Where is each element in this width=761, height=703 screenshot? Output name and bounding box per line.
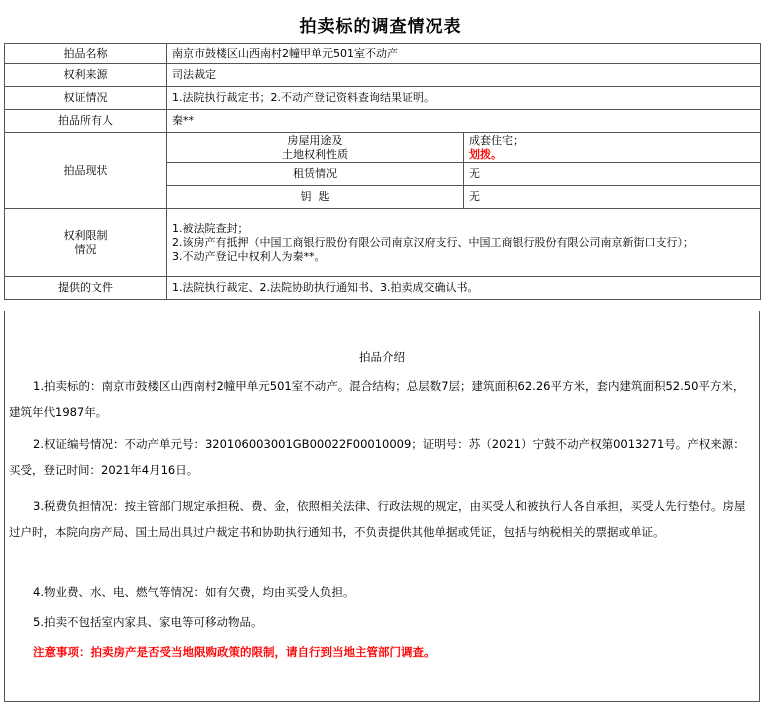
item-name-value: 南京市鼓楼区山西南村2幢甲单元501室不动产 — [167, 44, 761, 64]
keys-label: 钥 匙 — [167, 186, 464, 209]
intro-section — [4, 311, 760, 702]
documents-value: 1.法院执行裁定、2.法院协助执行通知书、3.拍卖成交确认书。 — [167, 277, 761, 300]
documents-label: 提供的文件 — [5, 277, 167, 300]
usage-value — [464, 133, 761, 163]
intro-paragraph-2: 2.权证编号情况：不动产单元号：320106003001GB00022F00010009；证明号：苏（2021）宁鼓不动产权第0013271号。产权来源：买受，登记时间：2021年4月16日。 — [9, 437, 745, 477]
owner-value: 秦** — [167, 110, 761, 133]
title-status-label: 权证情况 — [5, 87, 167, 110]
intro-heading: 拍品介绍 — [359, 350, 405, 364]
table-row — [5, 133, 761, 163]
rights-source-label: 权利来源 — [5, 64, 167, 87]
restriction-label-line2: 情况 — [74, 242, 97, 256]
table-row — [5, 87, 761, 110]
title-status-value: 1.法院执行裁定书；2.不动产登记资料查询结果证明。 — [167, 87, 761, 110]
table-row — [5, 44, 761, 64]
restriction-value — [167, 209, 761, 277]
owner-label: 拍品所有人 — [5, 110, 167, 133]
usage-value-line1: 成套住宅； — [469, 133, 524, 147]
table-row — [5, 64, 761, 87]
restriction-line3: 3.不动产登记中权利人为秦**。 — [172, 249, 326, 263]
usage-value-line2: 划拨。 — [469, 147, 502, 161]
survey-table — [4, 43, 761, 300]
restriction-label — [5, 209, 167, 277]
rights-source-value: 司法裁定 — [167, 64, 761, 87]
item-name-label: 拍品名称 — [5, 44, 167, 64]
keys-value: 无 — [464, 186, 761, 209]
usage-label — [167, 133, 464, 163]
intro-paragraph-1: 1.拍卖标的：南京市鼓楼区山西南村2幢甲单元501室不动产。混合结构；总层数7层；建筑面积62.26平方米，套内建筑面积52.50平方米，建筑年代1987年。 — [9, 379, 745, 419]
status-label: 拍品现状 — [5, 133, 167, 209]
usage-label-line1: 房屋用途及 — [287, 133, 343, 147]
usage-label-line2: 土地权利性质 — [282, 147, 348, 161]
intro-paragraph-5: 5.拍卖不包括室内家具、家电等可移动物品。 — [33, 615, 263, 629]
table-row — [5, 277, 761, 300]
restriction-label-line1: 权利限制 — [63, 228, 108, 242]
restriction-line2: 2.该房产有抵押（中国工商银行股份有限公司南京汉府支行、中国工商银行股份有限公司南京新街口支行）； — [172, 235, 694, 249]
intro-paragraph-3: 3.税费负担情况：按主管部门规定承担税、费、金，依照相关法律、行政法规的规定，由买受人和被执行人各自承担，买受人先行垫付。房屋过户时，本院向房产局、国土局出具过户裁定书和协助执行通知书，不负责提供其他单据或凭证，包括与纳税相关的票据或单证。 — [9, 499, 746, 539]
table-row — [5, 110, 761, 133]
lease-value: 无 — [464, 163, 761, 186]
table-row — [5, 209, 761, 277]
notice-text: 注意事项：拍卖房产是否受当地限购政策的限制，请自行到当地主管部门调查。 — [33, 645, 436, 659]
restriction-line1: 1.被法院查封； — [172, 221, 249, 235]
lease-label: 租赁情况 — [167, 163, 464, 186]
intro-paragraph-4: 4.物业费、水、电、燃气等情况：如有欠费，均由买受人负担。 — [33, 585, 355, 599]
page-title: 拍卖标的调查情况表 — [299, 17, 462, 37]
